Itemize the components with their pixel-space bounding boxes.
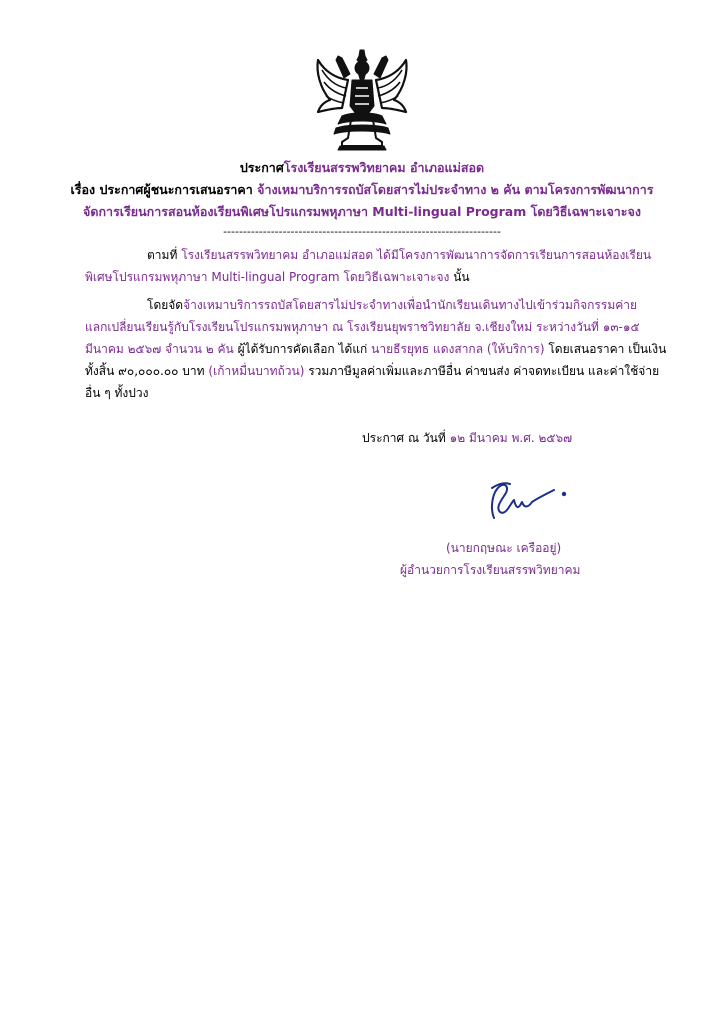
divider-text: ----------------------------------------------------------------------	[223, 225, 501, 238]
paragraph-2-line-1	[147, 297, 637, 313]
paragraph-2-line-4	[85, 363, 659, 379]
para2-selected-label: ผู้ได้รับการคัดเลือก ได้แก่	[237, 342, 368, 356]
subject-label: เรื่อง ประกาศผู้ชนะการเสนอราคา	[70, 182, 253, 197]
para2-etc: อื่น ๆ ทั้งปวง	[85, 386, 149, 400]
paragraph-1-line-2	[85, 269, 470, 285]
signer-position-text: ผู้อำนวยการโรงเรียนสรรพวิทยาคม	[400, 563, 581, 577]
subject-line-2	[0, 204, 724, 220]
para2-amount-words: (เก้าหมื่นบาทถ้วน)	[208, 364, 305, 378]
announcement-title	[0, 160, 724, 176]
paragraph-1-line-1	[147, 247, 651, 263]
para1-program: พิเศษโปรแกรมพหุภาษา Multi-lingual Program โดยวิธีเฉพาะเจาะจง	[85, 270, 450, 284]
para2-service: จ้างเหมาบริการรถบัสโดยสารไม่ประจำทางเพื่อนำนักเรียนเดินทางไปเข้าร่วมกิจกรรมค่าย	[183, 298, 638, 312]
garuda-emblem-icon	[312, 48, 412, 152]
paragraph-2-line-2	[85, 319, 640, 335]
divider-line	[0, 224, 724, 240]
signer-name	[446, 540, 561, 556]
signer-position	[400, 562, 580, 578]
para2-inclusions: รวมภาษีมูลค่าเพิ่มและภาษีอื่น ค่าขนส่ง ค่าจดทะเบียน และค่าใช้จ่าย	[308, 364, 660, 378]
subject-text-1: จ้างเหมาบริการรถบัสโดยสารไม่ประจำทาง ๒ คัน ตามโครงการพัฒนาการ	[257, 182, 654, 197]
para2-price-label: โดยเสนอราคา เป็นเงิน	[548, 342, 667, 356]
title-prefix: ประกาศ	[239, 160, 284, 175]
para2-amount: ๙๐,๐๐๐.๐๐ บาท	[118, 364, 205, 378]
announcement-date	[362, 430, 572, 446]
para1-text: ตามที่	[147, 248, 178, 262]
paragraph-2-line-3	[85, 341, 666, 357]
para2-total-label: ทั้งสิ้น	[85, 364, 115, 378]
para2-date-qty: มีนาคม ๒๕๖๗ จำนวน ๒ คัน	[85, 342, 234, 356]
date-value: ๑๒ มีนาคม พ.ศ. ๒๕๖๗	[449, 431, 573, 445]
subject-line-1	[0, 182, 724, 198]
subject-text-2: จัดการเรียนการสอนห้องเรียนพิเศษโปรแกรมพหุภาษา Multi-lingual Program โดยวิธีเฉพาะเจาะจง	[83, 204, 641, 219]
date-label: ประกาศ ณ วันที่	[362, 431, 446, 445]
school-name: โรงเรียนสรรพวิทยาคม อำเภอแม่สอด	[283, 160, 485, 175]
signer-name-text: (นายกฤษณะ เครืออยู่)	[446, 541, 562, 555]
para2-intro: โดยจัด	[147, 298, 184, 312]
para2-camp: แลกเปลี่ยนเรียนรู้กับโรงเรียนโปรแกรมพหุภาษา ณ โรงเรียนยุพราชวิทยาลัย จ.เชียงใหม่ ระหว่างวันที่ ๑๓-๑๕	[85, 320, 640, 334]
para1-project: ได้มีโครงการพัฒนาการจัดการเรียนการสอนห้องเรียน	[376, 248, 652, 262]
para1-end: นั้น	[453, 270, 470, 284]
paragraph-2-line-5	[85, 385, 148, 401]
para1-school: โรงเรียนสรรพวิทยาคม อำเภอแม่สอด	[181, 248, 374, 262]
para2-winner: นายธีรยุทธ แดงสากล (ให้บริการ)	[371, 342, 545, 356]
handwritten-signature	[480, 478, 570, 526]
